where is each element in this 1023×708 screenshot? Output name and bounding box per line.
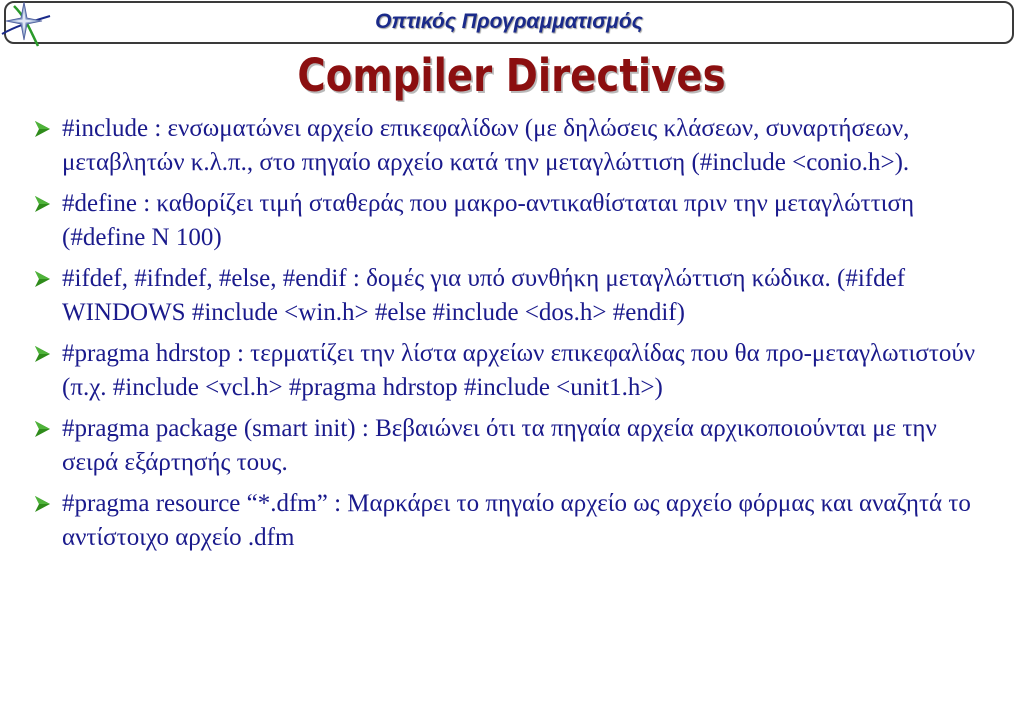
bullet-list — [33, 112, 993, 562]
arrow-bullet-icon — [33, 420, 51, 438]
list-item — [33, 112, 993, 180]
arrow-bullet-icon — [33, 195, 51, 213]
arrow-bullet-icon — [33, 345, 51, 363]
bullet-text: #pragma resource “*.dfm” : Μαρκάρει το πηγαίο αρχείο ως αρχείο φόρμας και αναζητά το αντίστοιχο αρχείο .dfm — [62, 490, 971, 551]
arrow-bullet-icon — [33, 270, 51, 288]
header-bar — [4, 1, 1014, 44]
bullet-text: #pragma package (smart init) : Βεβαιώνει ότι τα πηγαία αρχεία αρχικοποιούνται με την σειρά εξάρτησής τους. — [62, 415, 937, 476]
bullet-text: #pragma hdrstop : τερματίζει την λίστα αρχείων επικεφαλίδας που θα προ-μεταγλωτιστούν (π.χ. #include <vcl.h> #pragma hdrstop #include <unit1.h>) — [62, 340, 976, 401]
list-item — [33, 262, 993, 330]
header-title: Οπτικός Προγραμματισμός — [375, 10, 643, 33]
list-item — [33, 487, 993, 555]
arrow-bullet-icon — [33, 120, 51, 138]
bullet-text: #define : καθορίζει τιμή σταθεράς που μακρο-αντικαθίσταται πριν την μεταγλώττιση (#define N 100) — [62, 190, 915, 251]
list-item — [33, 187, 993, 255]
arrow-bullet-icon — [33, 495, 51, 513]
list-item — [33, 337, 993, 405]
star-compass-logo-icon — [0, 0, 54, 50]
bullet-text: #ifdef, #ifndef, #else, #endif : δομές για υπό συνθήκη μεταγλώττιση κώδικα. (#ifdef WINDOWS #include <win.h> #else #include <dos.h> #endif) — [62, 265, 906, 326]
bullet-text: #include : ενσωματώνει αρχείο επικεφαλίδων (με δηλώσεις κλάσεων, συναρτήσεων, μεταβλητών κ.λ.π., στο πηγαίο αρχείο κατά την μεταγλώττιση (#include <conio.h>). — [62, 115, 910, 176]
slide-title: Compiler Directives — [297, 49, 726, 102]
list-item — [33, 412, 993, 480]
